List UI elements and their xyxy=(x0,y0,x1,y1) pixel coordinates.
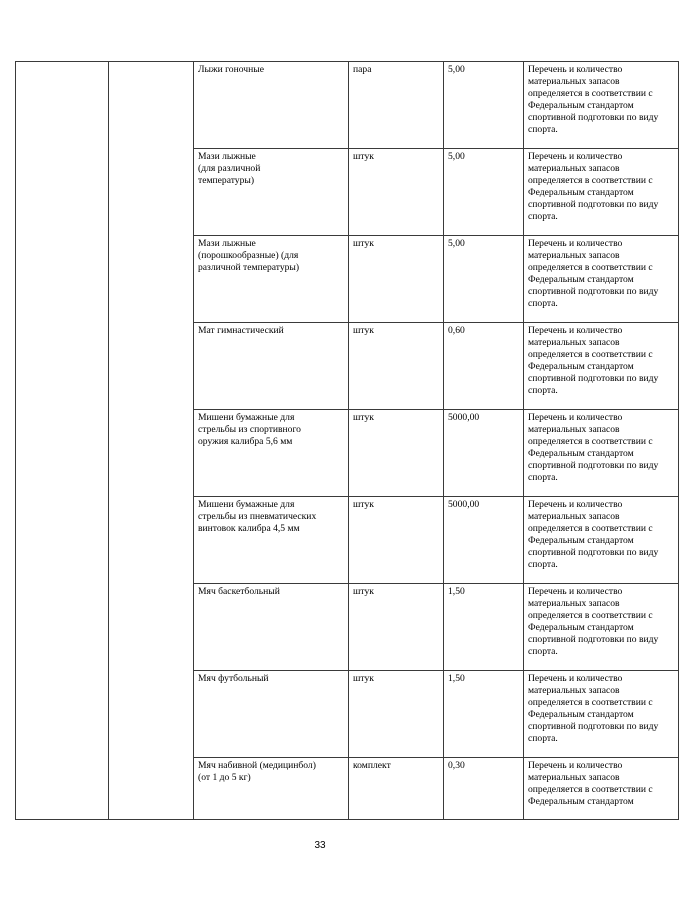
item-note: Перечень и количество материальных запасов определяется в соответствии с Федеральным стандартом спортивной подготовки по виду спорта. xyxy=(528,151,659,223)
item-note: Перечень и количество материальных запасов определяется в соответствии с Федеральным стандартом спортивной подготовки по виду спорта. xyxy=(528,499,659,571)
item-unit: штук xyxy=(353,325,374,336)
item-qty-cell xyxy=(444,497,524,584)
item-qty-cell xyxy=(444,410,524,497)
page-number: 33 xyxy=(314,840,326,851)
item-unit: штук xyxy=(353,673,374,684)
item-name: Мишени бумажные для стрельбы из пневматических винтовок калибра 4,5 мм xyxy=(198,499,317,535)
item-name: Мяч набивной (медицинбол) (от 1 до 5 кг) xyxy=(198,760,316,784)
item-quantity: 1,50 xyxy=(448,673,465,684)
item-unit: штук xyxy=(353,238,374,249)
materials-table-body xyxy=(16,62,679,820)
item-unit: штук xyxy=(353,151,374,162)
item-note-cell xyxy=(524,584,679,671)
item-name-cell xyxy=(194,323,349,410)
item-quantity: 1,50 xyxy=(448,586,465,597)
merged-cell-b xyxy=(109,62,194,820)
item-quantity: 5,00 xyxy=(448,151,465,162)
item-unit-cell xyxy=(349,149,444,236)
item-note: Перечень и количество материальных запасов определяется в соответствии с Федеральным стандартом спортивной подготовки по виду спорта. xyxy=(528,586,659,658)
materials-table xyxy=(15,61,679,820)
item-name-cell xyxy=(194,62,349,149)
item-name: Мат гимнастический xyxy=(198,325,284,336)
item-unit-cell xyxy=(349,584,444,671)
item-quantity: 0,60 xyxy=(448,325,465,336)
item-unit: штук xyxy=(353,499,374,510)
item-unit-cell xyxy=(349,62,444,149)
table-row xyxy=(16,62,679,149)
item-name-cell xyxy=(194,671,349,758)
item-name: Мяч баскетбольный xyxy=(198,586,280,597)
item-quantity: 5,00 xyxy=(448,238,465,249)
item-note: Перечень и количество материальных запасов определяется в соответствии с Федеральным стандартом спортивной подготовки по виду спорта. xyxy=(528,64,659,136)
item-unit: штук xyxy=(353,586,374,597)
item-name: Мишени бумажные для стрельбы из спортивного оружия калибра 5,6 мм xyxy=(198,412,301,448)
item-name-cell xyxy=(194,149,349,236)
item-name-cell xyxy=(194,584,349,671)
item-qty-cell xyxy=(444,671,524,758)
item-quantity: 5000,00 xyxy=(448,412,480,423)
item-name-cell xyxy=(194,758,349,820)
merged-cell-a xyxy=(16,62,109,820)
item-name: Мази лыжные (для различной температуры) xyxy=(198,151,261,187)
item-qty-cell xyxy=(444,584,524,671)
item-name: Мази лыжные (порошкообразные) (для различной температуры) xyxy=(198,238,300,274)
item-name-cell xyxy=(194,410,349,497)
item-note: Перечень и количество материальных запасов определяется в соответствии с Федеральным стандартом спортивной подготовки по виду спорта. xyxy=(528,238,659,310)
item-quantity: 5000,00 xyxy=(448,499,480,510)
item-qty-cell xyxy=(444,62,524,149)
item-name-cell xyxy=(194,236,349,323)
item-unit: пара xyxy=(353,64,372,75)
item-note-cell xyxy=(524,410,679,497)
item-unit-cell xyxy=(349,323,444,410)
item-note-cell xyxy=(524,758,679,820)
item-note: Перечень и количество материальных запасов определяется в соответствии с Федеральным стандартом спортивной подготовки по виду спорта. xyxy=(528,673,659,745)
item-qty-cell xyxy=(444,236,524,323)
item-unit-cell xyxy=(349,758,444,820)
item-note: Перечень и количество материальных запасов определяется в соответствии с Федеральным стандартом спортивной подготовки по виду спорта. xyxy=(528,325,659,397)
item-unit-cell xyxy=(349,497,444,584)
item-note-cell xyxy=(524,323,679,410)
item-quantity: 0,30 xyxy=(448,760,465,771)
item-note-cell xyxy=(524,149,679,236)
item-unit: штук xyxy=(353,412,374,423)
item-unit-cell xyxy=(349,410,444,497)
item-unit: комплект xyxy=(353,760,391,771)
item-note: Перечень и количество материальных запасов определяется в соответствии с Федеральным стандартом xyxy=(528,760,653,808)
item-note-cell xyxy=(524,671,679,758)
item-qty-cell xyxy=(444,758,524,820)
item-note-cell xyxy=(524,497,679,584)
item-name-cell xyxy=(194,497,349,584)
item-name: Мяч футбольный xyxy=(198,673,269,684)
item-qty-cell xyxy=(444,149,524,236)
item-note-cell xyxy=(524,62,679,149)
item-note-cell xyxy=(524,236,679,323)
item-name: Лыжи гоночные xyxy=(198,64,264,75)
item-note: Перечень и количество материальных запасов определяется в соответствии с Федеральным стандартом спортивной подготовки по виду спорта. xyxy=(528,412,659,484)
item-qty-cell xyxy=(444,323,524,410)
item-unit-cell xyxy=(349,236,444,323)
item-unit-cell xyxy=(349,671,444,758)
item-quantity: 5,00 xyxy=(448,64,465,75)
